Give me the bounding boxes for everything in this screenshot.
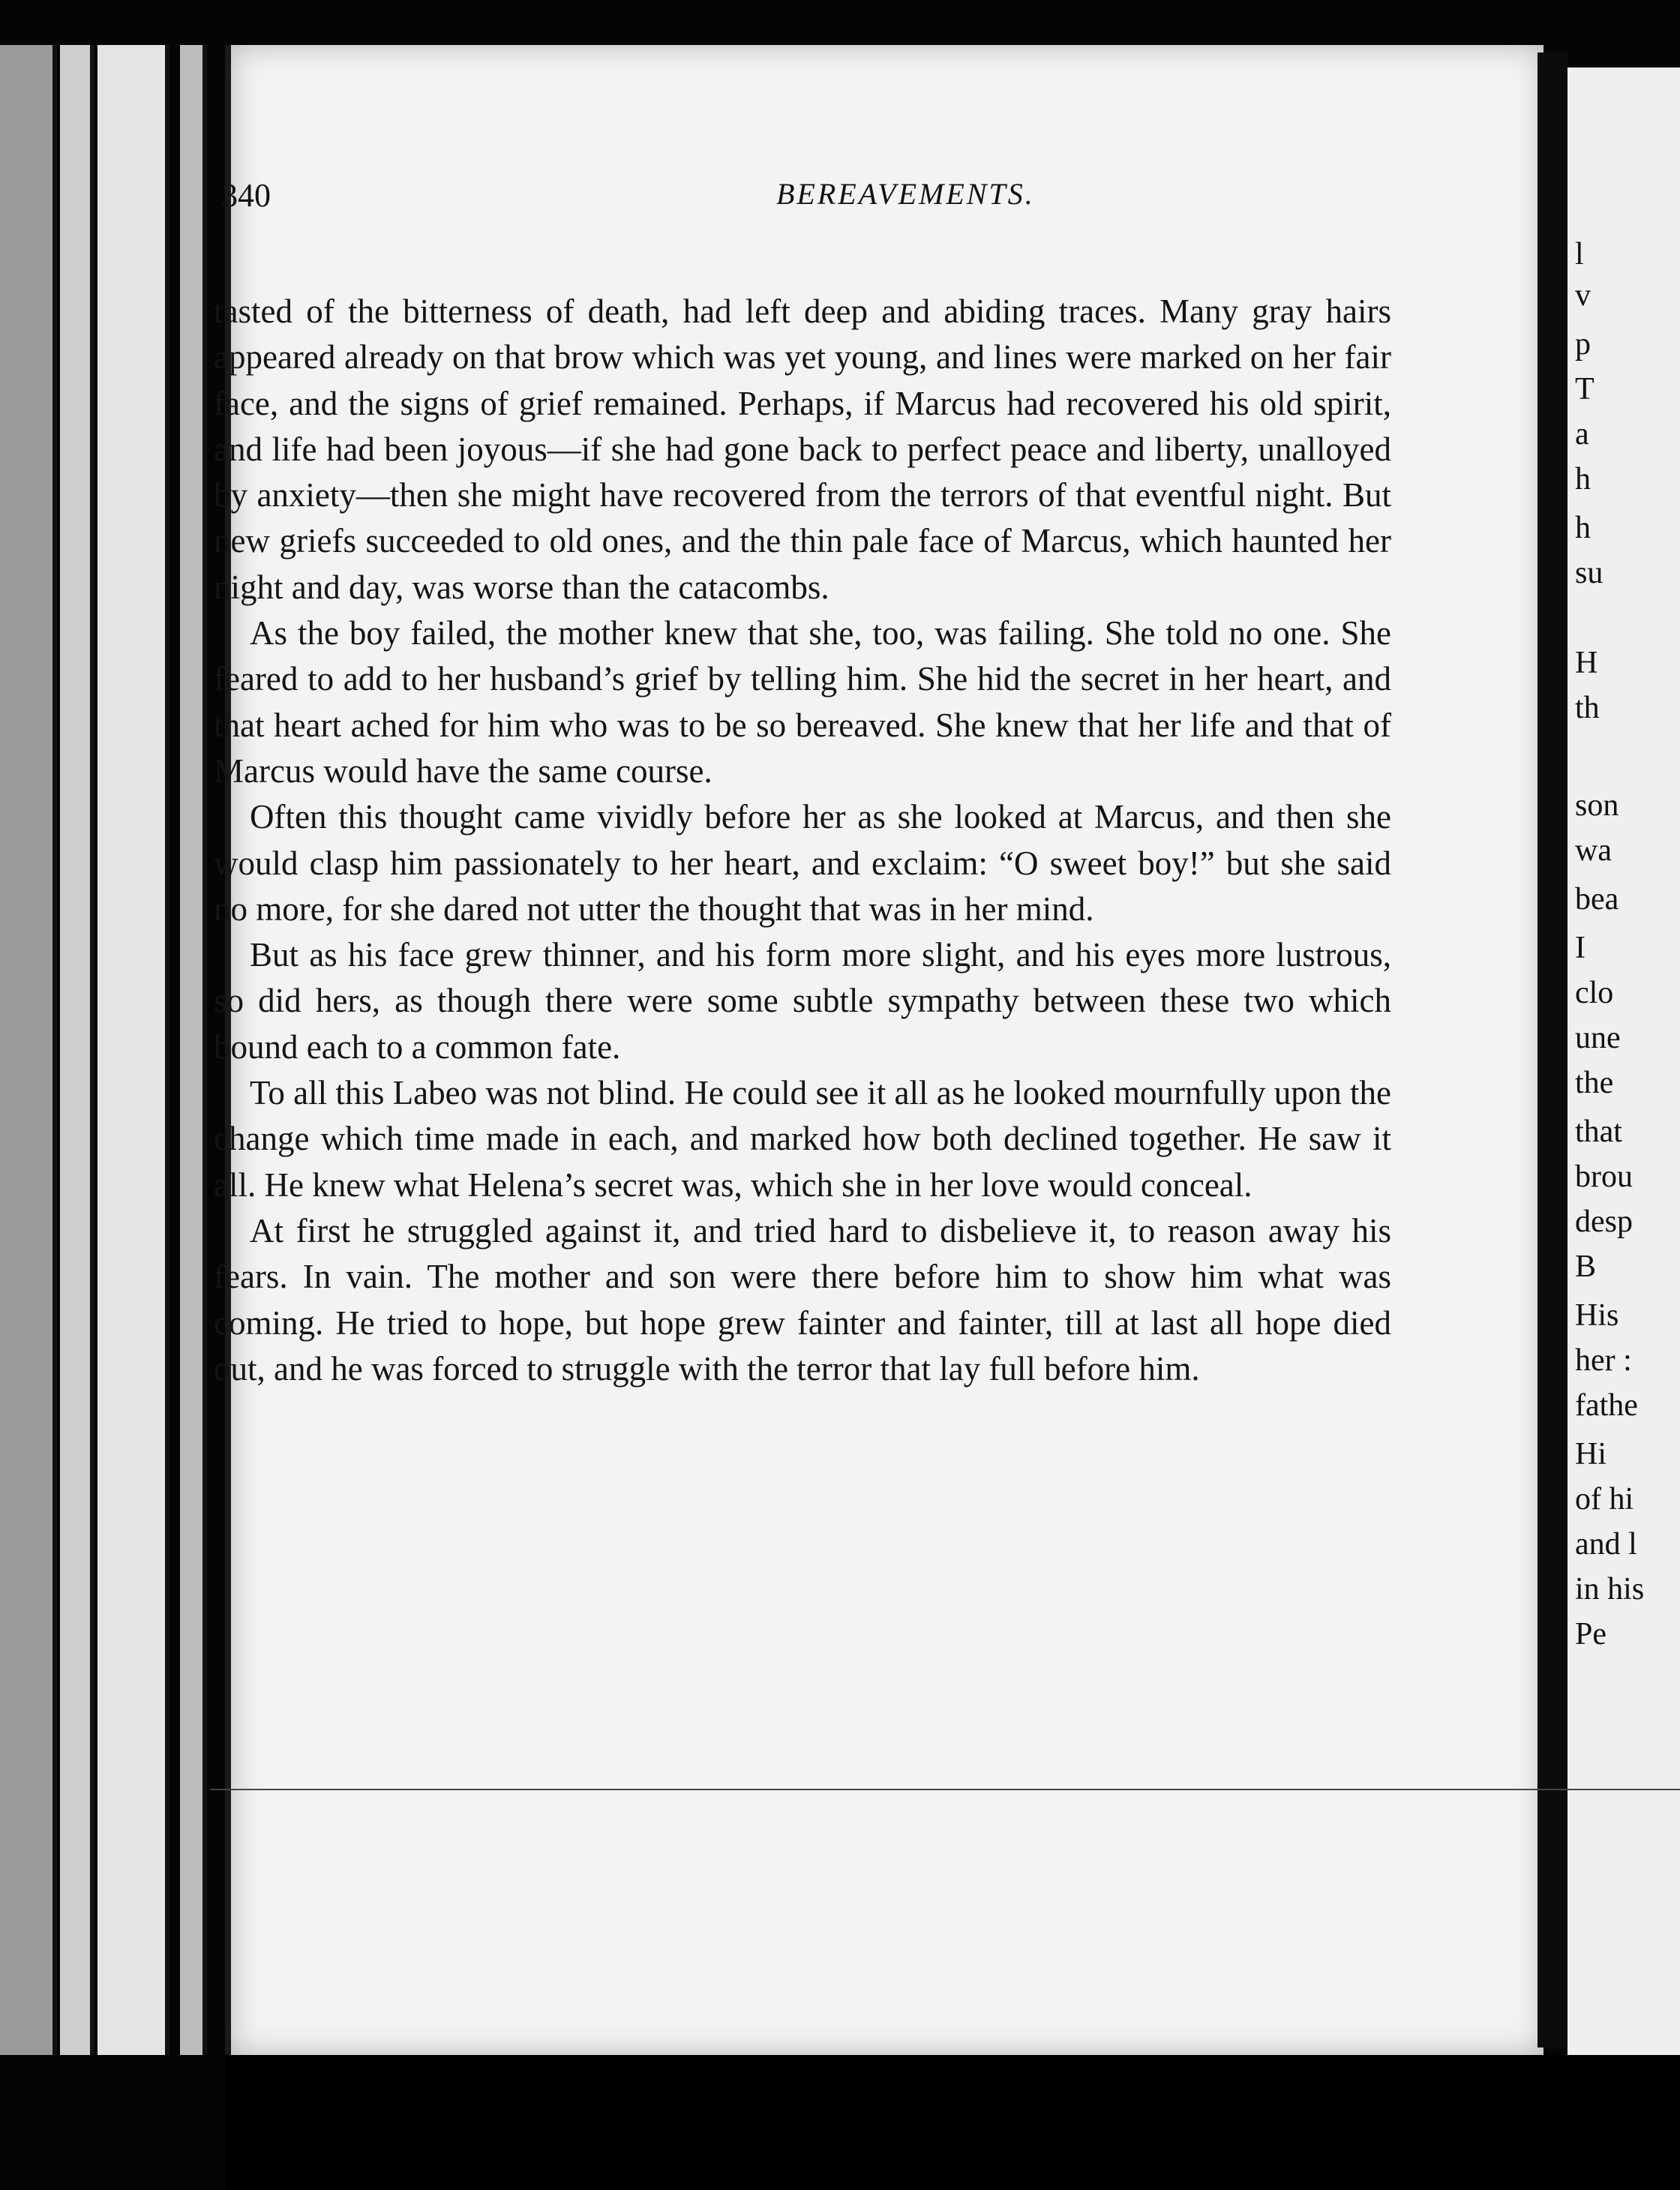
adjacent-page xyxy=(1568,68,1680,2055)
adjacent-page-fragment: in his xyxy=(1575,1572,1645,1606)
adjacent-page-fragment: H xyxy=(1575,646,1598,680)
adjacent-page-fragment: desp xyxy=(1575,1204,1633,1239)
adjacent-page-fragment: l xyxy=(1575,237,1584,272)
page-edge xyxy=(180,45,207,2055)
paragraph: As the boy failed, the mother knew that she, too, was failing. She told no one. She feared to add to her husband’s grief by telling him. She hid the secret in her heart, and that heart ached for him who was to be so bereaved. She knew that her life and that of Marcus would have the same course. xyxy=(214,614,1391,790)
adjacent-page-fragment: th xyxy=(1575,691,1600,725)
adjacent-page-fragment: son xyxy=(1575,788,1619,823)
paragraph: tasted of the bitterness of death, had left deep and abiding traces. Many gray hairs appeared already on that brow which was yet young, and lines were marked on her fair face, and the signs of grief remained. Perhaps, if Marcus had recovered his old spirit, and life had been joyous—if she had gone back to perfect peace and liberty, unalloyed by anxiety—then she might have recovered from the terrors of that eventful night. But new griefs succeeded to old ones, and the thin pale face of Marcus, which haunted her night and day, was worse than the catacombs. xyxy=(214,292,1391,606)
adjacent-page-fragment: of hi xyxy=(1575,1482,1634,1516)
page-edge xyxy=(60,45,94,2055)
adjacent-page-fragment: v xyxy=(1575,278,1591,313)
page-edge xyxy=(98,45,170,2055)
adjacent-page-fragment: brou xyxy=(1575,1160,1633,1194)
adjacent-page-fragment: her : xyxy=(1575,1343,1632,1378)
adjacent-page-fragment: h xyxy=(1575,511,1591,545)
adjacent-page-fragment: the xyxy=(1575,1066,1614,1100)
adjacent-page-fragment: wa xyxy=(1575,833,1612,868)
adjacent-page-fragment: I xyxy=(1575,931,1586,965)
page-edge xyxy=(0,45,57,2055)
scan-artifact-line xyxy=(210,1789,1680,1790)
paragraph: To all this Labeo was not blind. He could see it all as he looked mournfully upon the change which time made in each, and marked how both declined together. He saw it all. He knew what Helena’s secret was, which she in her love would conceal. xyxy=(214,1074,1391,1204)
adjacent-page-fragment: and l xyxy=(1575,1527,1637,1562)
page-header xyxy=(221,176,1399,221)
adjacent-page-fragment: une xyxy=(1575,1021,1621,1055)
adjacent-page-fragment: a xyxy=(1575,417,1589,452)
adjacent-page-fragment: that xyxy=(1575,1114,1622,1149)
adjacent-page-fragment: T xyxy=(1575,372,1594,406)
adjacent-page-fragment: h xyxy=(1575,462,1591,496)
adjacent-page-fragment: His xyxy=(1575,1298,1619,1333)
adjacent-page-fragment: Pe xyxy=(1575,1617,1606,1652)
paragraph: But as his face grew thinner, and his form more slight, and his eyes more lustrous, so did hers, as though there were some subtle sympathy between these two which bound each to a common fate. xyxy=(214,936,1391,1066)
scan-bottom-shadow xyxy=(225,2055,1680,2190)
running-head: BEREAVEMENTS. xyxy=(776,177,1035,211)
book-gutter xyxy=(1538,52,1568,2048)
page-body xyxy=(214,289,1391,1392)
adjacent-page-fragment: Hi xyxy=(1575,1437,1606,1472)
adjacent-page-fragment: fathe xyxy=(1575,1388,1638,1423)
adjacent-page-fragment: su xyxy=(1575,556,1604,590)
paragraph: At first he struggled against it, and tried hard to disbelieve it, to reason away his fears. In vain. The mother and son were there before him to show him what was coming. He tried to hope, but hope grew fainter and fainter, till at last all hope died out, and he was forced to struggle with the terror that lay full before him. xyxy=(214,1211,1391,1388)
page-number: 340 xyxy=(221,177,271,214)
adjacent-page-fragment: clo xyxy=(1575,976,1614,1010)
paragraph: Often this thought came vividly before her as she looked at Marcus, and then she would clasp him passionately to her heart, and exclaim: “O sweet boy!” but she said no more, for she dared not utter the thought that was in her mind. xyxy=(214,798,1391,928)
adjacent-page-fragment: p xyxy=(1575,327,1591,362)
adjacent-page-fragment: bea xyxy=(1575,882,1619,916)
adjacent-page-fragment: B xyxy=(1575,1250,1597,1284)
